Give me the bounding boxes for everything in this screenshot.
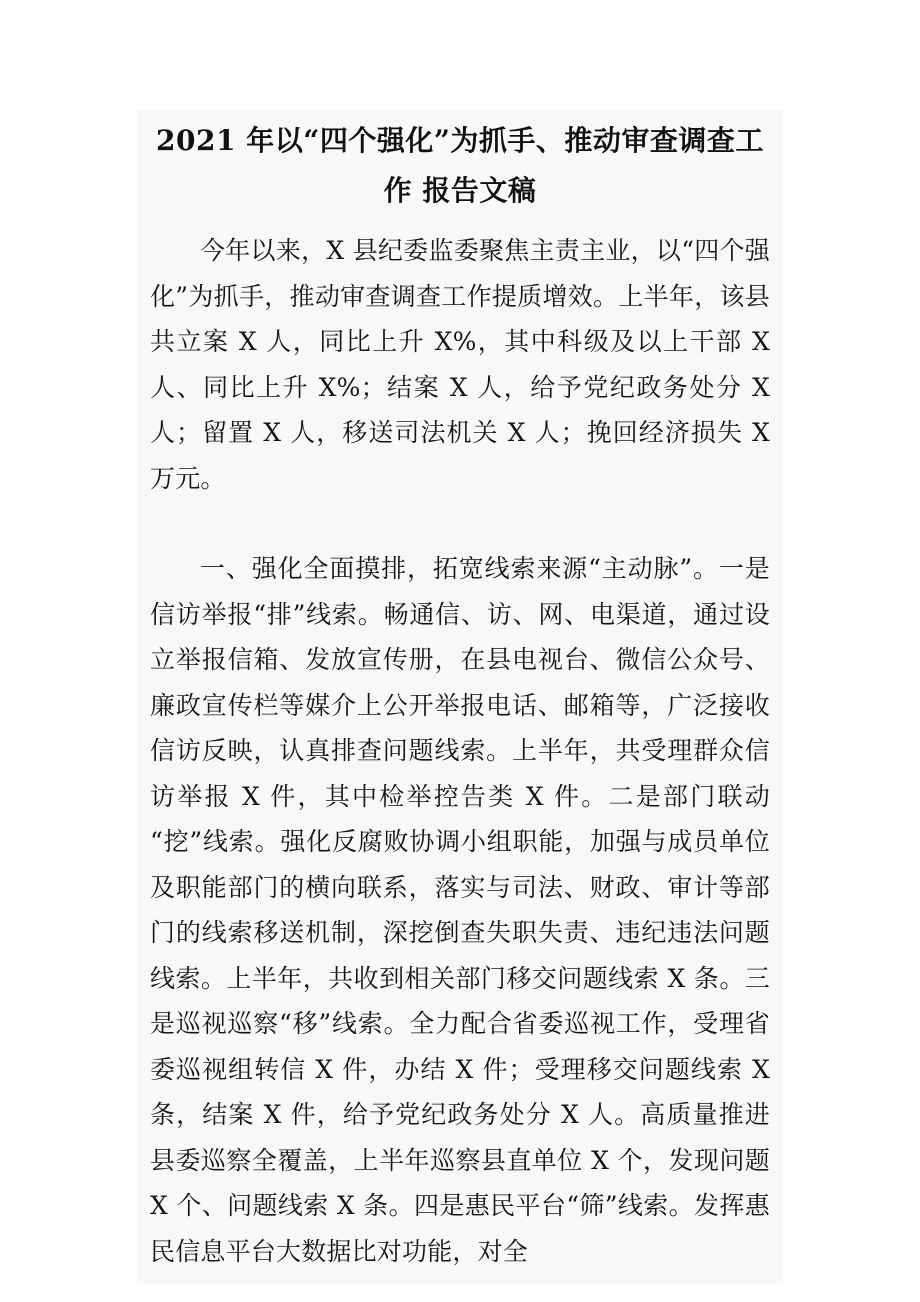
page-title-line-2: 报告文稿 [422,174,537,207]
page-title-line-1: 2021 年以“四个强化”为抓手、推动审查调查工作 [156,124,764,207]
document-body [150,228,770,1274]
paragraph-summary: 今年以来，X 县纪委监委聚焦主责主业，以“四个强化”为抓手，推动审查调查工作提质增效。上半年，该县共立案 X 人，同比上升 X%，其中科级及以上干部 X 人、同比上升 X%；结案 X 人，给予党纪政务处分 X 人；留置 X 人，移送司法机关 X 人；挽回经济损失 X 万元。 [150,236,770,493]
page-title [150,116,770,216]
paragraph-section-one: 一、强化全面摸排，拓宽线索来源“主动脉”。一是信访举报“排”线索。畅通信、访、网、电渠道，通过设立举报信箱、发放宣传册，在县电视台、微信公众号、廉政宣传栏等媒介上公开举报电话、邮箱等，广泛接收信访反映，认真排查问题线索。上半年，共受理群众信访举报 X 件，其中检举控告类 X 件。二是部门联动“挖”线索。强化反腐败协调小组职能，加强与成员单位及职能部门的横向联系，落实与司法、财政、审计等部门的线索移送机制，深挖倒查失职失责、违纪违法问题线索。上半年，共收到相关部门移交问题线索 X 条。三是巡视巡察“移”线索。全力配合省委巡视工作，受理省委巡视组转信 X 件，办结 X 件；受理移交问题线索 X 条，结案 X 件，给予党纪政务处分 X 人。高质量推进县委巡察全覆盖，上半年巡察县直单位 X 个，发现问题 X 个、问题线索 X 条。四是惠民平台“筛”线索。发挥惠民信息平台大数据比对功能，对全 [150,554,770,1266]
document-content-block [137,110,783,1284]
